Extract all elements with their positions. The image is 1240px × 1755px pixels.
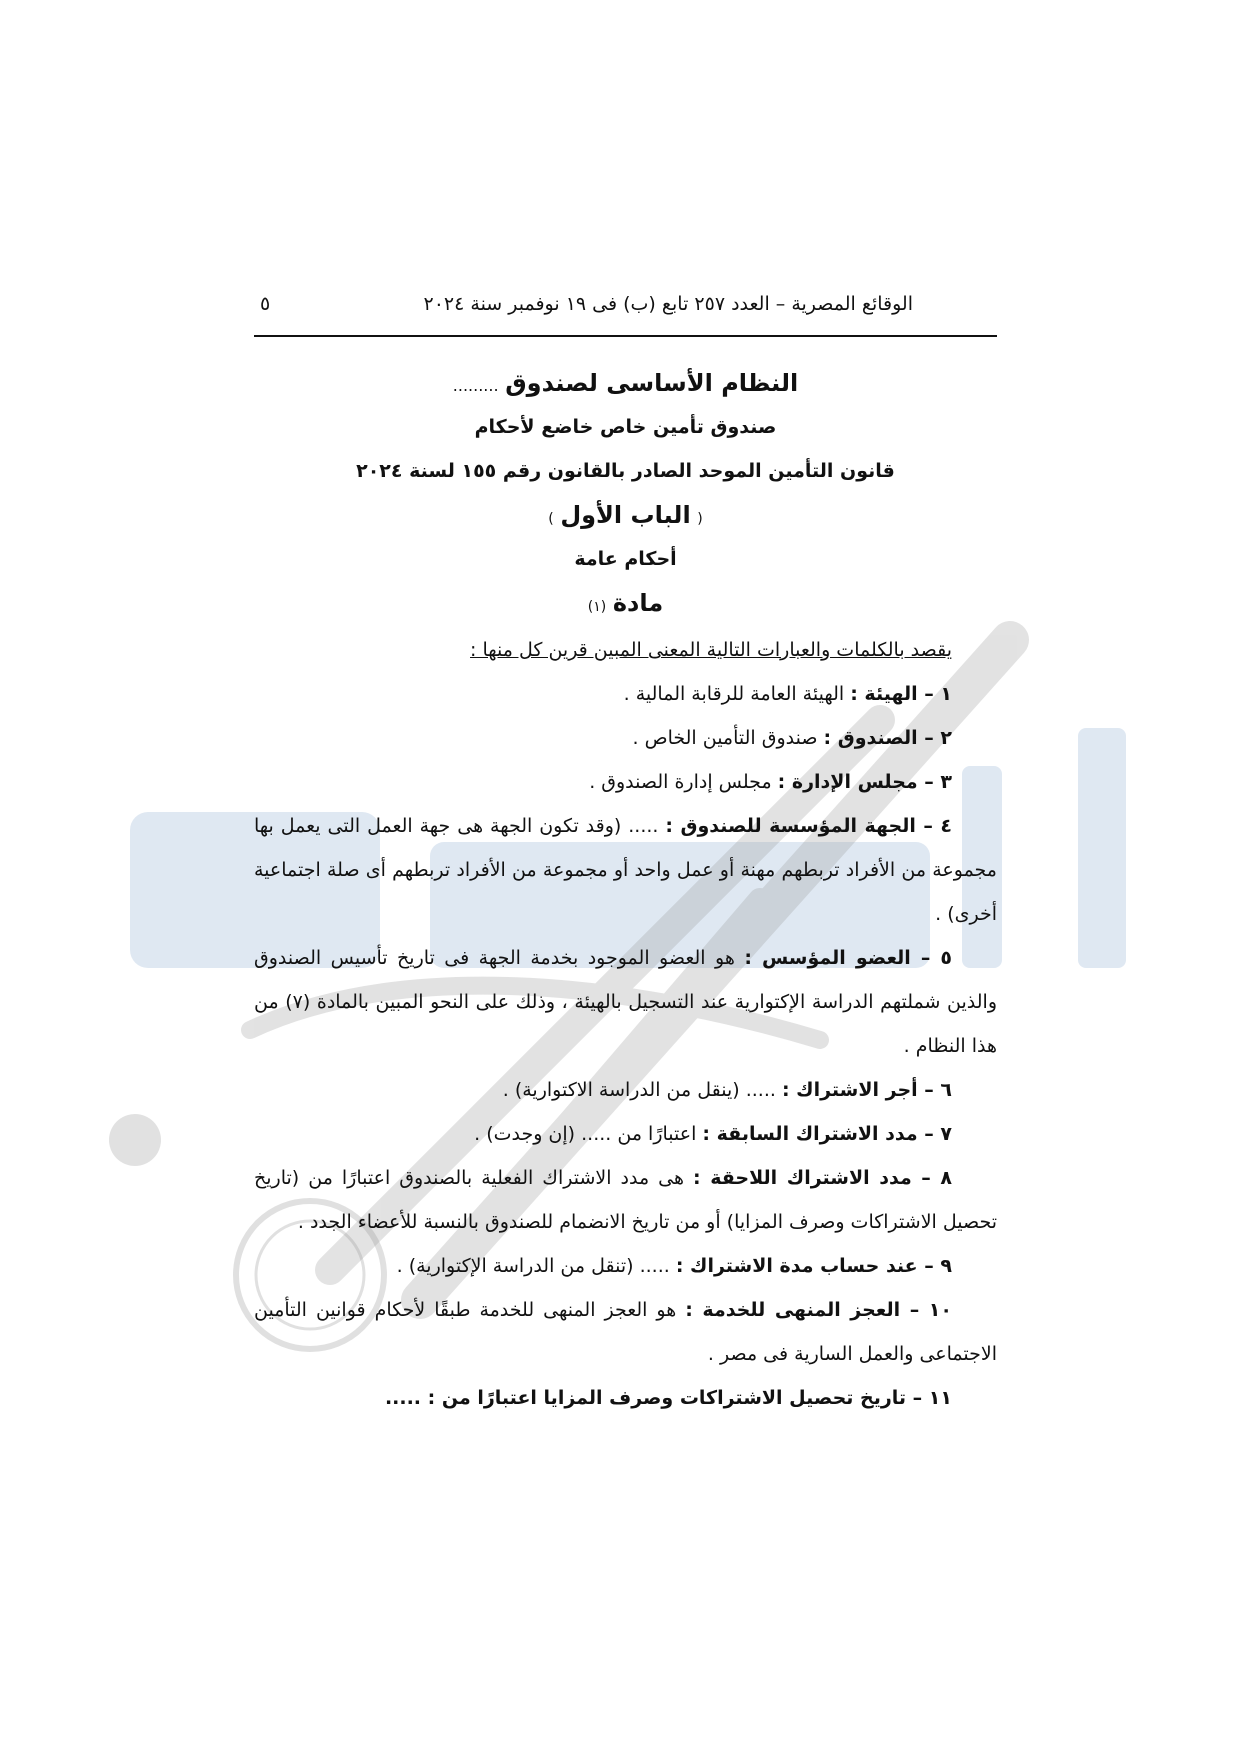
definitions-intro: يقصد بالكلمات والعبارات التالية المعنى المبين قرين كل منها : (470, 639, 952, 661)
definition-item (254, 1068, 997, 1112)
definition-text: ..... (تنقل من الدراسة الإكتوارية) . (396, 1255, 670, 1277)
definition-text: اعتبارًا من ..... (إن وجدت) . (474, 1123, 697, 1145)
definition-item (254, 716, 997, 760)
gazette-header (254, 284, 997, 324)
chapter-paren-open: ( (697, 511, 703, 527)
article-number: (١) (587, 599, 607, 615)
definition-item (254, 1288, 997, 1376)
definition-term: ١ – الهيئة : (850, 683, 952, 705)
definition-term: ٨ – مدد الاشتراك اللاحقة : (693, 1167, 953, 1189)
page-number: ٥ (260, 293, 271, 315)
statute-title (254, 361, 997, 405)
definition-term: ١١ – تاريخ تحصيل الاشتراكات وصرف المزايا اعتبارًا من : (427, 1387, 952, 1409)
definition-term: ٦ – أجر الاشتراك : (781, 1079, 952, 1101)
chapter-paren-close: ) (548, 511, 554, 527)
fund-type-title: صندوق تأمين خاص خاضع لأحكام (474, 416, 777, 438)
article-title (254, 581, 997, 625)
article-word: مادة (612, 589, 664, 617)
definition-text: الهيئة العامة للرقابة المالية . (623, 683, 845, 705)
document-body (254, 361, 997, 1420)
definition-item (254, 760, 997, 804)
definitions-list (254, 628, 997, 1420)
chapter-title (254, 493, 997, 537)
watermark-bar-right (1078, 728, 1126, 968)
definition-text: ..... (ينقل من الدراسة الاكتوارية) . (502, 1079, 776, 1101)
definition-item (254, 1376, 997, 1420)
watermark-dot (109, 1114, 161, 1166)
header-divider (254, 335, 997, 337)
definition-item (254, 936, 997, 1068)
gazette-title: الوقائع المصرية – العدد ٢٥٧ تابع (ب) فى ١٩ نوفمبر سنة ٢٠٢٤ (423, 293, 913, 315)
law-title: قانون التأمين الموحد الصادر بالقانون رقم ١٥٥ لسنة ٢٠٢٤ (356, 460, 895, 482)
definition-text: مجلس إدارة الصندوق . (589, 771, 772, 793)
definition-text: صندوق التأمين الخاص . (632, 727, 818, 749)
definition-term: ٣ – مجلس الإدارة : (777, 771, 952, 793)
definition-text: هى مدد الاشتراك الفعلية بالصندوق اعتبارًا من (تاريخ تحصيل الاشتراكات وصرف المزايا) أو من تاريخ الانضمام للصندوق بالنسبة للأعضاء الجدد . (254, 1167, 997, 1233)
definition-item (254, 1112, 997, 1156)
definition-item (254, 804, 997, 936)
definition-text: هو العضو الموجود بخدمة الجهة فى تاريخ تأسيس الصندوق والذين شملتهم الدراسة الإكتوارية عند التسجيل بالهيئة ، وذلك على النحو المبين بالمادة (٧) من هذا النظام . (254, 947, 997, 1057)
section-title: أحكام عامة (574, 548, 677, 570)
chapter-title-text: الباب الأول (560, 501, 691, 529)
definition-term: ٧ – مدد الاشتراك السابقة : (702, 1123, 952, 1145)
definition-term: ٤ – الجهة المؤسسة للصندوق : (665, 815, 953, 837)
definition-term: ٥ – العضو المؤسس : (744, 947, 952, 969)
definition-text: ..... (وقد تكون الجهة هى جهة العمل التى يعمل بها مجموعة من الأفراد تربطهم مهنة أو عمل واحد أو مجموعة من الأفراد تربطهم أى صلة اجتماعية أخرى) . (254, 815, 997, 925)
definition-item (254, 1244, 997, 1288)
definition-item (254, 1156, 997, 1244)
definition-item (254, 672, 997, 716)
statute-title-text: النظام الأساسى لصندوق (505, 369, 799, 397)
definition-term: ٩ – عند حساب مدة الاشتراك : (675, 1255, 952, 1277)
definition-text: ..... (384, 1387, 422, 1409)
statute-title-dots: ......... (452, 376, 499, 395)
definition-text: هو العجز المنهى للخدمة طبقًا لأحكام قوانين التأمين الاجتماعى والعمل السارية فى مصر . (254, 1299, 997, 1365)
definition-term: ١٠ – العجز المنهى للخدمة : (685, 1299, 952, 1321)
title-block (254, 361, 997, 625)
definition-term: ٢ – الصندوق : (823, 727, 952, 749)
